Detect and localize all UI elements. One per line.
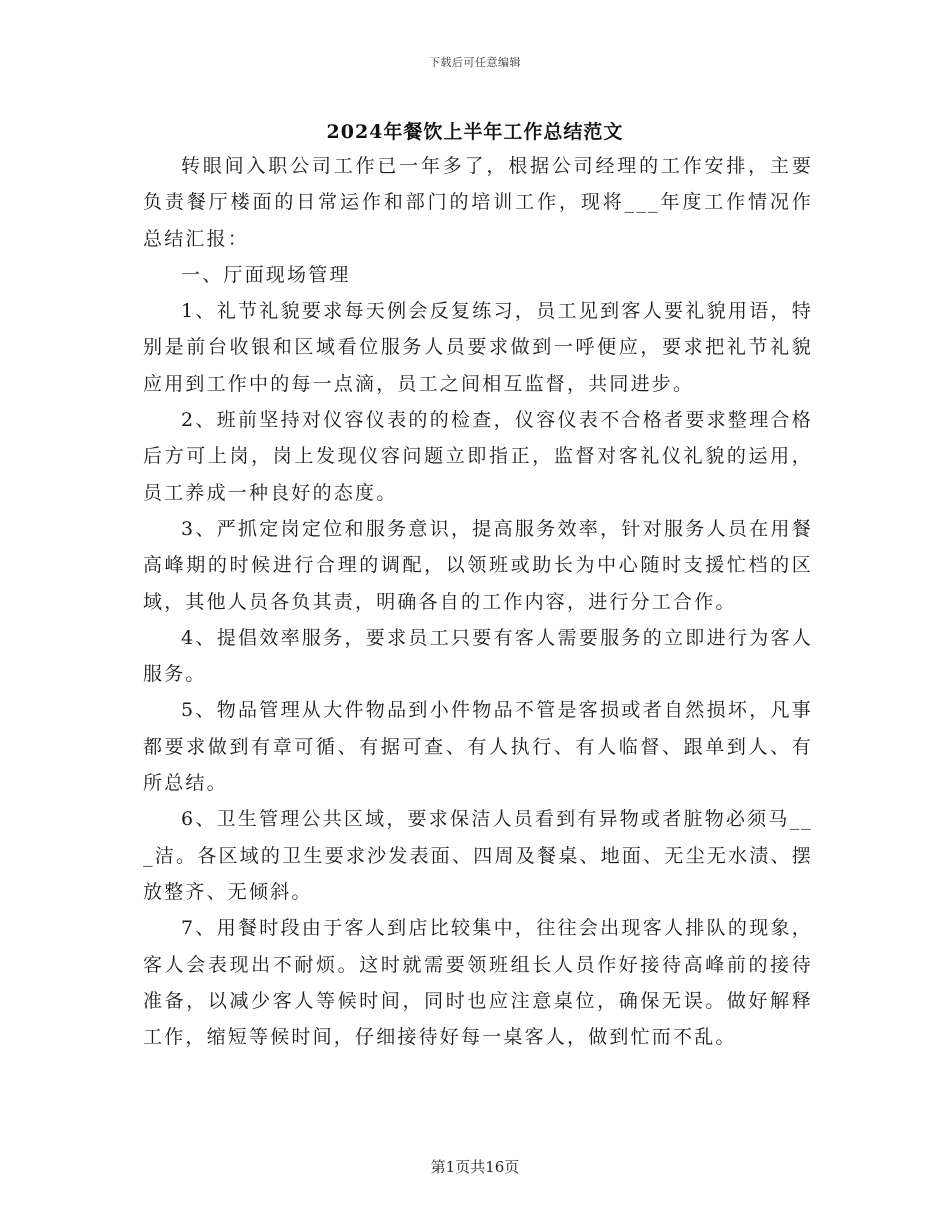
document-body xyxy=(143,148,813,1055)
paragraph-item-5: 5、物品管理从大件物品到小件物品不管是客损或者自然损坏，凡事都要求做到有章可循、有据可查、有人执行、有人临督、跟单到人、有所总结。 xyxy=(143,699,813,795)
header-note: 下载后可任意编辑 xyxy=(429,56,521,69)
document-title: 2024年餐饮上半年工作总结范文 xyxy=(326,121,624,143)
paragraph-item-7: 7、用餐时段由于客人到店比较集中，往往会出现客人排队的现象，客人会表现出不耐烦。这时就需要领班组长人员作好接待高峰前的接待准备，以减少客人等候时间，同时也应注意桌位，确保无误。做好解释工作，缩短等候时间，仔细接待好每一桌客人，做到忙而不乱。 xyxy=(143,917,813,1049)
paragraph-intro: 转眼间入职公司工作已一年多了，根据公司经理的工作安排，主要负责餐厅楼面的日常运作和部门的培训工作，现将___年度工作情况作总结汇报： xyxy=(143,155,813,250)
section-heading: 一、厅面现场管理 xyxy=(181,263,351,286)
paragraph-item-2: 2、班前坚持对仪容仪表的的检查，仪容仪表不合格者要求整理合格后方可上岗，岗上发现仪容问题立即指正，监督对客礼仪礼貌的运用，员工养成一种良好的态度。 xyxy=(143,409,813,504)
paragraph-item-1: 1、礼节礼貌要求每天例会反复练习，员工见到客人要礼貌用语，特别是前台收银和区域看位服务人员要求做到一呼便应，要求把礼节礼貌应用到工作中的每一点滴，员工之间相互监督，共同进步。 xyxy=(143,300,813,395)
paragraph-item-3: 3、严抓定岗定位和服务意识，提高服务效率，针对服务人员在用餐高峰期的时候进行合理的调配，以领班或助长为中心随时支援忙档的区域，其他人员各负其责，明确各自的工作内容，进行分工合作。 xyxy=(143,517,813,613)
paragraph-item-6: 6、卫生管理公共区域，要求保洁人员看到有异物或者脏物必须马___洁。各区域的卫生要求沙发表面、四周及餐桌、地面、无尘无水渍、摆放整齐、无倾斜。 xyxy=(143,808,813,903)
paragraph-item-4: 4、提倡效率服务，要求员工只要有客人需要服务的立即进行为客人服务。 xyxy=(143,626,813,686)
page-number: 第1页共16页 xyxy=(430,1158,520,1176)
